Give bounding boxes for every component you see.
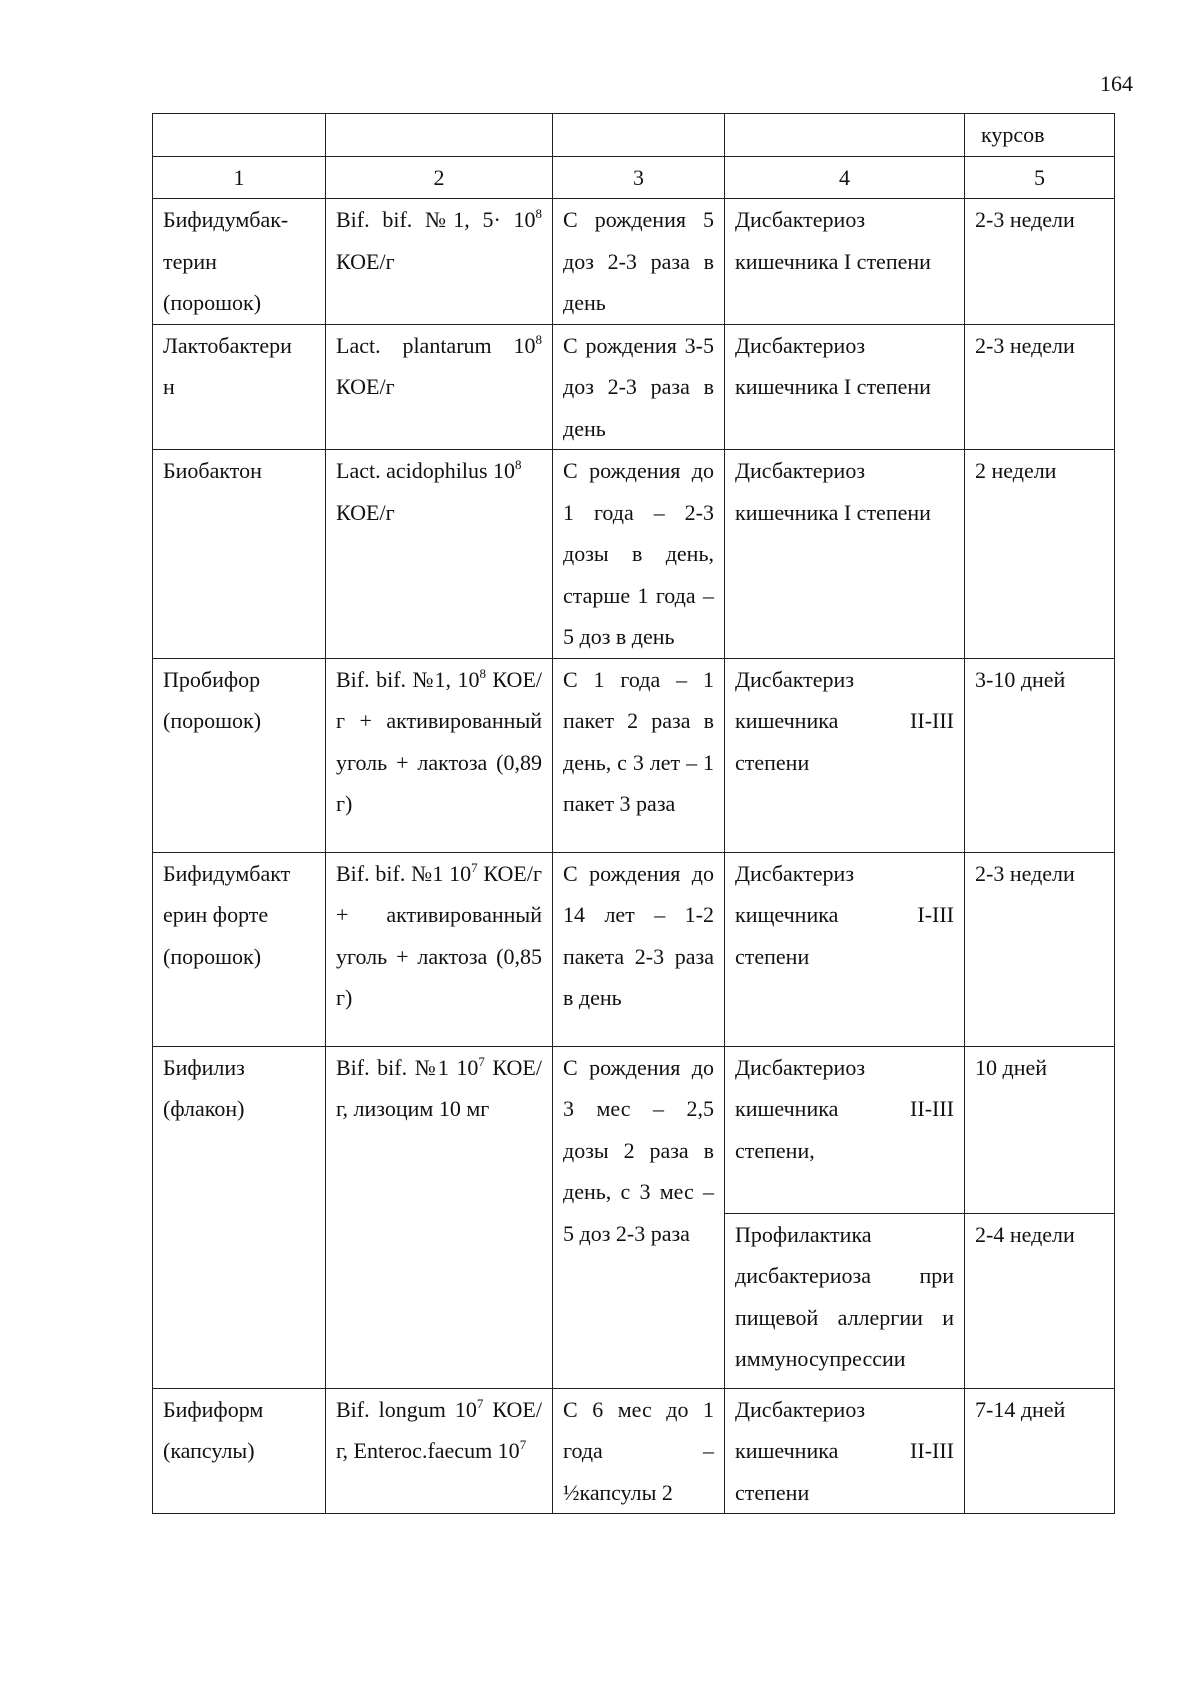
drug-indication: Дисбактериоз кишечника I степени: [725, 199, 965, 325]
drug-indication-secondary: Профилактика дисбактериоза при пищевой аллергии и иммуносупрессии: [725, 1213, 965, 1388]
drug-course: 3-10 дней: [965, 658, 1115, 852]
cell-cont-3: [553, 114, 725, 157]
drug-course-secondary: 2-4 недели: [965, 1213, 1115, 1388]
drug-name: Бифидумбакт ерин форте (порошок): [153, 852, 326, 1046]
drug-dosage: С рождения 3-5 доз 2-3 раза в день: [553, 324, 725, 450]
column-number: 5: [965, 156, 1115, 199]
drug-indication: Дисбактериз кищечника I-III степени: [725, 852, 965, 1046]
table-row: [153, 1046, 1115, 1213]
drug-dosage: С 1 года – 1 пакет 2 раза в день, с 3 лет – 1 пакет 3 раза: [553, 658, 725, 852]
drug-composition: Lact. acidophilus $10^8$ КОЕ/г: [326, 450, 553, 659]
drug-course: 2-3 недели: [965, 852, 1115, 1046]
drug-composition: Bif. bif. №1 $10^7$ КОЕ/г + активированный уголь + лактоза (0,85 г): [326, 852, 553, 1046]
drug-dosage: С рождения 5 доз 2-3 раза в день: [553, 199, 725, 325]
drug-name: Лактобактери н: [153, 324, 326, 450]
drug-name: Бифилиз (флакон): [153, 1046, 326, 1388]
table-row: [153, 450, 1115, 659]
drug-indication: Дисбактериз кишечника II-III степени: [725, 658, 965, 852]
drug-name: Биобактон: [153, 450, 326, 659]
column-number-row: [153, 156, 1115, 199]
drug-dosage: С рождения до 3 мес – 2,5 дозы 2 раза в день, с 3 мес – 5 доз 2-3 раза: [553, 1046, 725, 1388]
drug-name: Бифидумбак- терин (порошок): [153, 199, 326, 325]
cell-cont-4: [725, 114, 965, 157]
drug-composition: Bif. bif. №1, $10^8$ КОЕ/г + активированный уголь + лактоза (0,89 г): [326, 658, 553, 852]
table-row: [153, 658, 1115, 852]
table-row: [153, 1388, 1115, 1514]
column-number: 2: [326, 156, 553, 199]
drug-course: 10 дней: [965, 1046, 1115, 1213]
cell-cont-1: [153, 114, 326, 157]
drug-composition: Bif. longum $10^7$ КОЕ/г, Enteroc.faecum $10^7$: [326, 1388, 553, 1514]
drug-dosage: С рождения до 1 года – 2-3 дозы в день, старше 1 года – 5 доз в день: [553, 450, 725, 659]
drug-dosage: С рождения до 14 лет – 1-2 пакета 2-3 раза в день: [553, 852, 725, 1046]
drug-composition: Bif. bif. №1, $5\cdot 10^8$ КОЕ/г: [326, 199, 553, 325]
drug-indication: Дисбактериоз кишечника II-III степени: [725, 1388, 965, 1514]
table-row: [153, 199, 1115, 325]
drug-composition: Lact. plantarum $10^8$ КОЕ/г: [326, 324, 553, 450]
drug-composition: Bif. bif. №1 $10^7$ КОЕ/г, лизоцим 10 мг: [326, 1046, 553, 1388]
drug-course: 7-14 дней: [965, 1388, 1115, 1514]
drug-indication: Дисбактериоз кишечника II-III степени,: [725, 1046, 965, 1213]
table-row: [153, 324, 1115, 450]
table-row: [153, 852, 1115, 1046]
column-number: 1: [153, 156, 326, 199]
course-header-continued: курсов: [981, 122, 1045, 147]
drug-indication: Дисбактериоз кишечника I степени: [725, 324, 965, 450]
page-number: 164: [1100, 71, 1133, 96]
drug-course: 2 недели: [965, 450, 1115, 659]
column-number: 4: [725, 156, 965, 199]
cell-cont-5: [965, 114, 1115, 157]
cell-cont-2: [326, 114, 553, 157]
drug-indication: Дисбактериоз кишечника I степени: [725, 450, 965, 659]
drug-course: 2-3 недели: [965, 199, 1115, 325]
drug-dosage: С 6 мес до 1 года – ½капсулы 2: [553, 1388, 725, 1514]
drug-course: 2-3 недели: [965, 324, 1115, 450]
drug-name: Пробифор (порошок): [153, 658, 326, 852]
drug-name: Бифиформ (капсулы): [153, 1388, 326, 1514]
continuation-row: [153, 114, 1115, 157]
column-number: 3: [553, 156, 725, 199]
probiotics-table: [152, 113, 1115, 1514]
